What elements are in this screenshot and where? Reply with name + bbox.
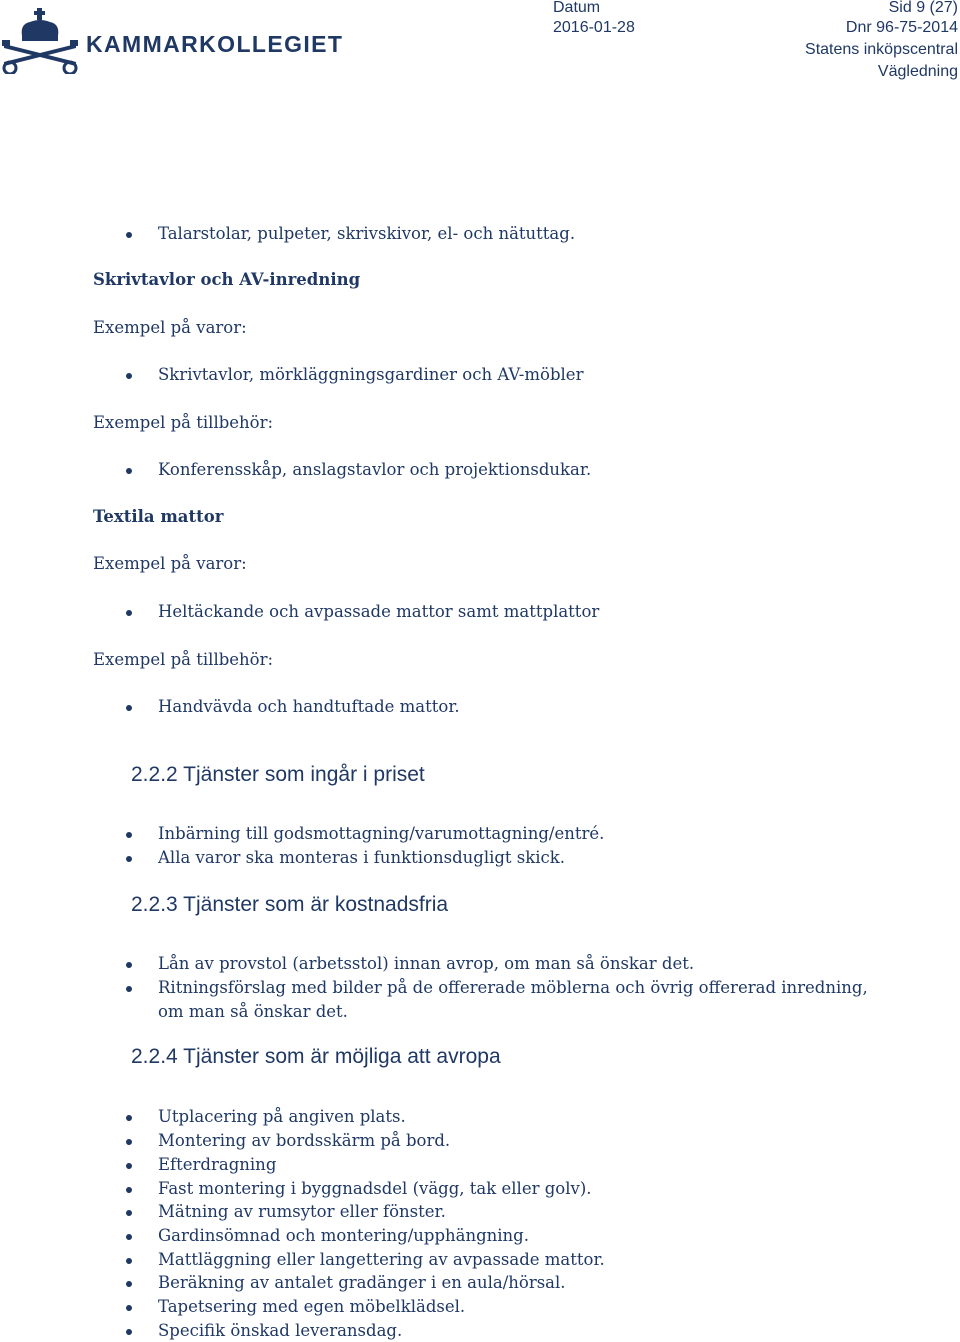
bullet	[126, 986, 132, 992]
bullet	[126, 705, 132, 711]
bullet	[126, 1163, 132, 1169]
examples-goods-label: Exempel på varor:	[93, 554, 247, 573]
list-item: Konferensskåp, anslagstavlor och projektionsdukar.	[158, 460, 592, 479]
bullet	[126, 232, 132, 238]
bullet	[126, 373, 132, 379]
bullet	[126, 1281, 132, 1287]
list-item-continuation: om man så önskar det.	[158, 1002, 348, 1021]
list-item: Montering av bordsskärm på bord.	[158, 1131, 451, 1150]
list-item: Mätning av rumsytor eller fönster.	[158, 1202, 446, 1221]
list-item: Gardinsömnad och montering/upphängning.	[158, 1226, 529, 1245]
kammarkollegiet-logo	[0, 6, 343, 74]
document-type: Vägledning	[877, 63, 958, 80]
document-date: 2016-01-28	[553, 19, 635, 36]
list-item: Skrivtavlor, mörkläggningsgardiner och AV-möbler	[158, 365, 584, 384]
list-item: Beräkning av antalet gradänger i en aula/hörsal.	[158, 1273, 566, 1292]
heading-2-2-2: 2.2.2 Tjänster som ingår i priset	[131, 763, 425, 786]
heading-2-2-3: 2.2.3 Tjänster som är kostnadsfria	[131, 893, 449, 916]
list-item: Fast montering i byggnadsdel (vägg, tak eller golv).	[158, 1179, 592, 1198]
crown-emblem-icon	[0, 6, 80, 74]
section-heading-skrivtavlor: Skrivtavlor och AV-inredning	[93, 270, 361, 289]
list-item: Efterdragning	[158, 1155, 277, 1174]
list-item: Ritningsförslag med bilder på de offererade möblerna och övrig offererad inredning,	[158, 978, 868, 997]
list-item: Talarstolar, pulpeter, skrivskivor, el- och nätuttag.	[158, 224, 576, 243]
bullet	[126, 610, 132, 616]
bullet	[126, 1187, 132, 1193]
list-item: Handvävda och handtuftade mattor.	[158, 697, 460, 716]
bullet	[126, 1329, 132, 1335]
examples-accessories-label: Exempel på tillbehör:	[93, 413, 274, 432]
bullet	[126, 856, 132, 862]
heading-2-2-4: 2.2.4 Tjänster som är möjliga att avropa	[131, 1045, 501, 1068]
examples-goods-label: Exempel på varor:	[93, 318, 247, 337]
bullet	[126, 832, 132, 838]
list-item: Tapetsering med egen möbelklädsel.	[158, 1297, 466, 1316]
bullet	[126, 1234, 132, 1240]
list-item: Alla varor ska monteras i funktionsdugligt skick.	[158, 848, 566, 867]
list-item: Specifik önskad leveransdag.	[158, 1321, 403, 1340]
bullet	[126, 1305, 132, 1311]
bullet	[126, 1210, 132, 1216]
organization-name: Statens inköpscentral	[805, 41, 958, 58]
date-label: Datum	[553, 0, 601, 16]
list-item: Heltäckande och avpassade mattor samt mattplattor	[158, 602, 600, 621]
list-item: Utplacering på angiven plats.	[158, 1107, 406, 1126]
list-item: Inbärning till godsmottagning/varumottagning/entré.	[158, 824, 605, 843]
list-item: Mattläggning eller langettering av avpassade mattor.	[158, 1250, 605, 1269]
page-number: Sid 9 (27)	[888, 0, 958, 16]
registration-number: Dnr 96-75-2014	[845, 19, 958, 36]
bullet	[126, 1115, 132, 1121]
bullet	[126, 1258, 132, 1264]
list-item: Lån av provstol (arbetsstol) innan avrop, om man så önskar det.	[158, 954, 695, 973]
section-heading-textila: Textila mattor	[93, 507, 224, 526]
bullet	[126, 1139, 132, 1145]
bullet	[126, 468, 132, 474]
bullet	[126, 962, 132, 968]
examples-accessories-label: Exempel på tillbehör:	[93, 650, 274, 669]
logo-wordmark: KAMMARKOLLEGIET	[86, 30, 344, 57]
